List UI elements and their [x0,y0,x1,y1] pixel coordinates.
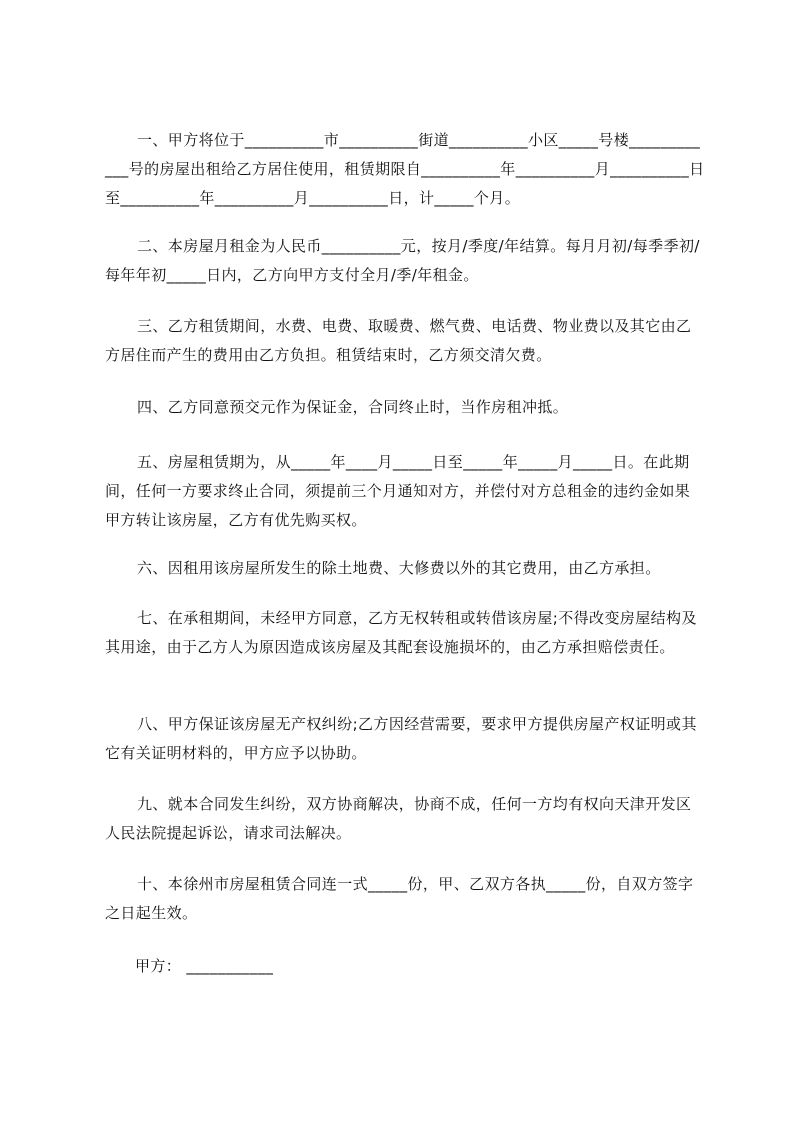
clause-9: 九、就本合同发生纠纷，双方协商解决，协商不成，任何一方均有权向天津开发区人民法院提起诉讼，请求司法解决。 [105,795,692,842]
clause-2: 二、本房屋月租金为人民币__________元，按月/季度/年结算。每月月初/每季季初/每年年初_____日内，乙方向甲方支付全月/季/年租金。 [105,237,700,284]
clause-7: 七、在承租期间，未经甲方同意，乙方无权转租或转借该房屋;不得改变房屋结构及其用途，由于乙方人为原因造成该房屋及其配套设施损坏的，由乙方承担赔偿责任。 [105,609,697,656]
clause-4: 四、乙方同意预交元作为保证金，合同终止时，当作房租冲抵。 [137,398,569,416]
clause-5: 五、房屋租赁期为，从_____年____月_____日至_____年_____月_____日。在此期间，任何一方要求终止合同，须提前三个月通知对方，并偿付对方总租金的违约金如果甲方转让该房屋，乙方有优先购买权。 [105,453,691,529]
clause-1: 一、甲方将位于__________市__________街道__________小区_____号楼____________号的房屋出租给乙方居住使用，租赁期限自__________年__________月__________日至__________年__________月__________日，计_____个月。 [105,131,705,207]
clause-10: 十、本徐州市房屋租赁合同连一式_____份，甲、乙双方各执_____份，自双方签字之日起生效。 [105,875,694,922]
clause-6: 六、因租用该房屋所发生的除土地费、大修费以外的其它费用，由乙方承担。 [137,559,661,577]
clause-8: 八、甲方保证该房屋无产权纠纷;乙方因经营需要，要求甲方提供房屋产权证明或其它有关证明材料的，甲方应予以协助。 [105,715,697,762]
party-a-signature-line: 甲方： ___________ [135,957,274,975]
clause-3: 三、乙方租赁期间，水费、电费、取暖费、燃气费、电话费、物业费以及其它由乙方居住而产生的费用由乙方负担。租赁结束时，乙方须交清欠费。 [105,317,692,364]
